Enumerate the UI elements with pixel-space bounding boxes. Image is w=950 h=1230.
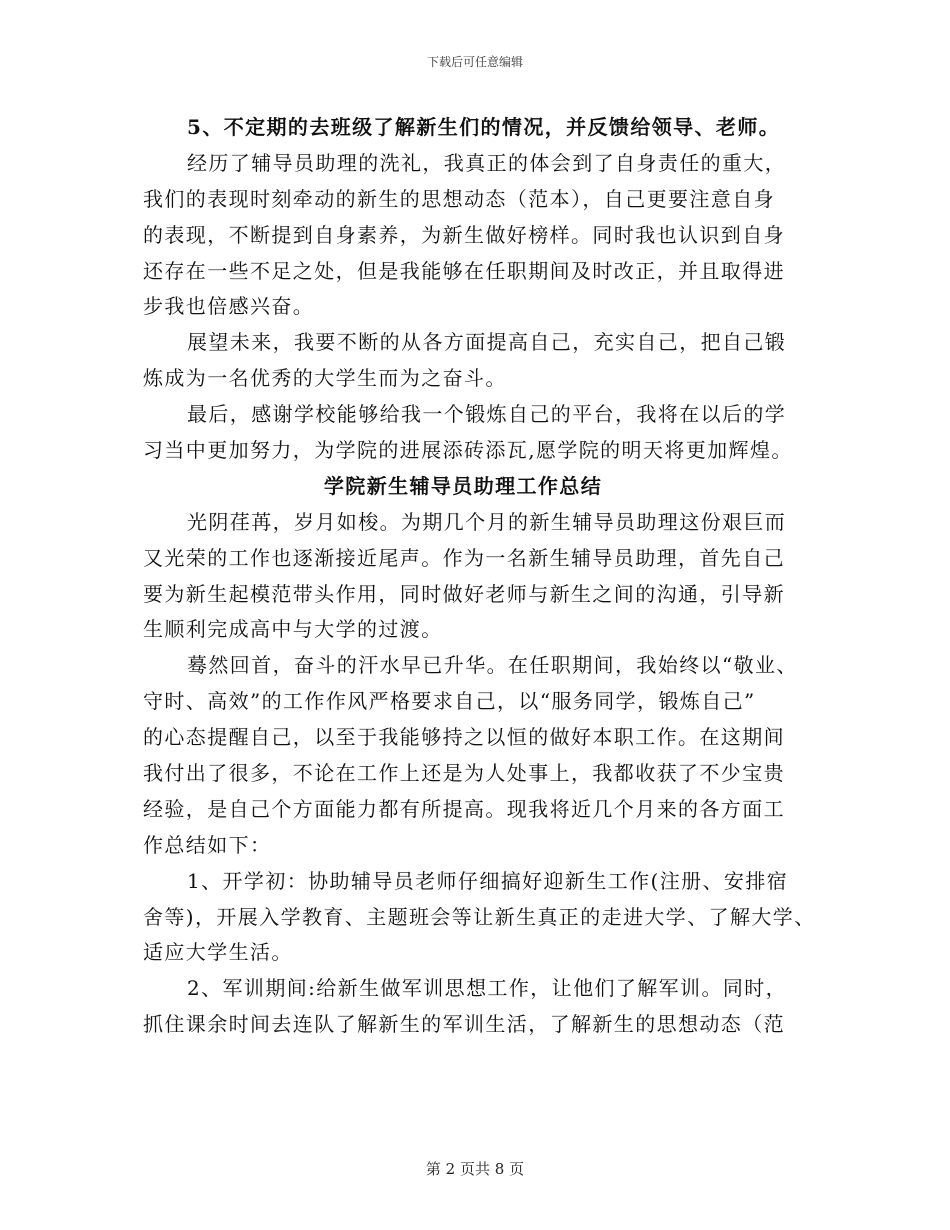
paragraph-line: 展望未来，我要不断的从各方面提高自己，充实自己，把自己锻 (187, 330, 787, 355)
paragraph-line: 1、开学初：协助辅导员老师仔细搞好迎新生工作(注册、安排宿 (187, 868, 789, 893)
paragraph-line: 经历了辅导员助理的洗礼，我真正的体会到了自身责任的重大， (187, 150, 787, 175)
paragraph-line: 炼成为一名优秀的大学生而为之奋斗。 (143, 366, 507, 391)
paragraph-line: 又光荣的工作也逐渐接近尾声。作为一名新生辅导员助理，首先自己 (143, 545, 785, 570)
paragraph-line: 的心态提醒自己，以至于我能够持之以恒的做好本职工作。在这期间 (143, 725, 785, 750)
page-number-footer: 第 2 页共 8 页 (425, 1160, 525, 1178)
paragraph-line: 舍等)，开展入学教育、主题班会等让新生真正的走进大学、了解大学、 (143, 904, 816, 929)
paragraph-line: 还存在一些不足之处，但是我能够在任职期间及时改正，并且取得进 (143, 258, 785, 283)
paragraph-line: 我付出了很多，不论在工作上还是为人处事上，我都收获了不少宝贵 (143, 761, 785, 786)
numbered-item-heading: 5、不定期的去班级了解新生们的情况，并反馈给领导、老师。 (187, 115, 781, 139)
paragraph-line: 经验，是自己个方面能力都有所提高。现我将近几个月来的各方面工 (143, 796, 785, 821)
paragraph-line: 作总结如下： (143, 832, 272, 857)
paragraph-line: 2、军训期间:给新生做军训思想工作，让他们了解军训。同时， (187, 976, 788, 1001)
paragraph-line: 步我也倍感兴奋。 (143, 294, 315, 319)
paragraph-line: 抓住课余时间去连队了解新生的军训生活，了解新生的思想动态（范 (143, 1012, 785, 1037)
paragraph-line: 适应大学生活。 (143, 940, 293, 965)
paragraph-line: 习当中更加努力，为学院的进展添砖添瓦,愿学院的明天将更加辉煌。 (143, 438, 793, 463)
paragraph-line: 要为新生起模范带头作用，同时做好老师与新生之间的沟通，引导新 (143, 581, 785, 606)
paragraph-line: 最后，感谢学校能够给我一个锻炼自己的平台，我将在以后的学 (187, 402, 787, 427)
paragraph-line: 蓦然回首，奋斗的汗水早已升华。在任职期间，我始终以“敬业、 (187, 653, 798, 678)
paragraph-line: 我们的表现时刻牵动的新生的思想动态（范本），自己更要注意自身 (143, 186, 775, 211)
paragraph-line: 光阴荏苒，岁月如梭。为期几个月的新生辅导员助理这份艰巨而 (187, 509, 787, 534)
paragraph-line: 守时、高效”的工作作风严格要求自己，以“服务同学，锻炼自己” (143, 689, 756, 714)
page-header: 下载后可任意编辑 (426, 55, 523, 69)
paragraph-line: 的表现，不断提到自身素养，为新生做好榜样。同时我也认识到自身 (143, 222, 785, 247)
document-body (143, 110, 823, 1043)
paragraph-line: 生顺利完成高中与大学的过渡。 (143, 617, 443, 642)
section-title: 学院新生辅导员助理工作总结 (323, 473, 603, 498)
